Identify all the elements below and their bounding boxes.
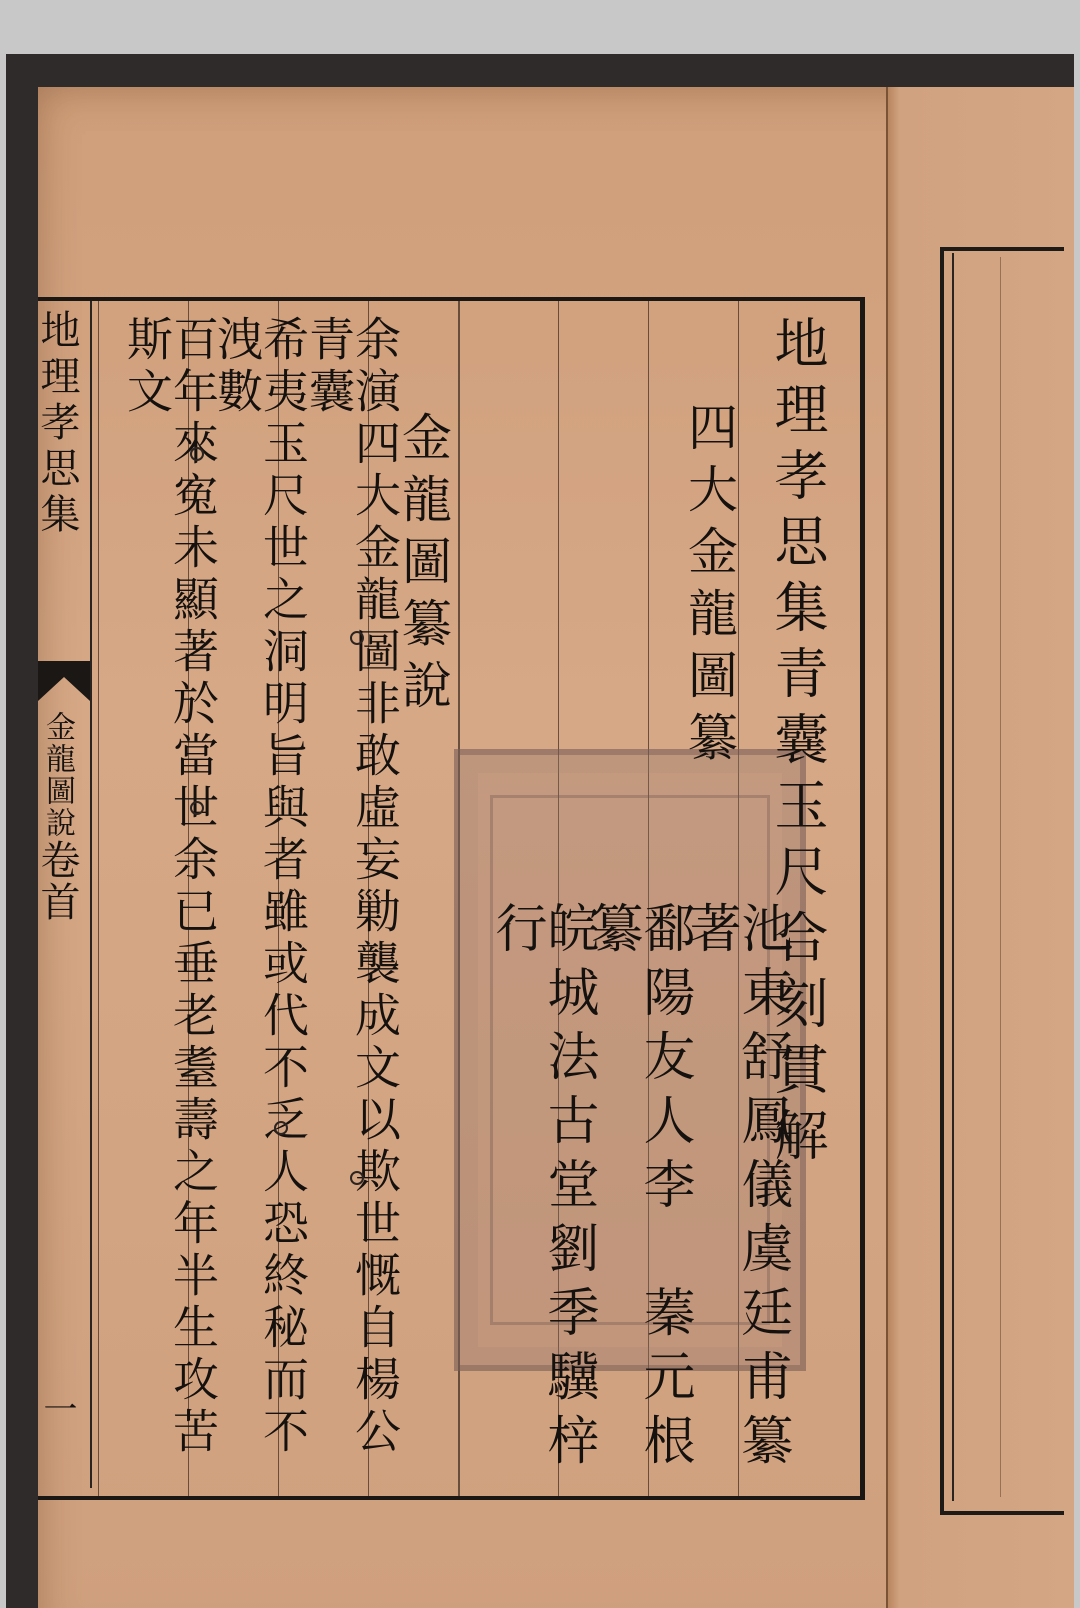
section-heading: 金龍圖纂說 (394, 411, 452, 721)
next-leaf-rule (1000, 257, 1001, 1497)
title-column: 地理孝思集青囊玉尺合刻貫解 (766, 315, 829, 1173)
body-column-3: 百年來寃未顯著於當世余已垂老耋壽之年半生攻苦斯文 (120, 315, 220, 1459)
credit-line-3: 皖城法古堂劉季驥梓行 (486, 901, 598, 1477)
punctuation-circle (190, 447, 204, 461)
punctuation-circle (274, 1121, 288, 1135)
scan-viewport (6, 54, 1074, 1608)
punctuation-circle (350, 1171, 364, 1185)
banxin-section-tail: 卷首 (34, 839, 80, 923)
body-column-2: 希夷玉尺世之洞明旨與者雖或代不乏人恐終秘而不洩數 (210, 315, 310, 1459)
credit-line-1: 池東舒鳳儀虞廷甫纂著 (680, 901, 792, 1477)
punctuation-circle (190, 801, 204, 815)
banxin-title: 地理孝思集 (34, 309, 80, 539)
folio-number: 一 (37, 1391, 77, 1425)
next-leaf-rule (952, 253, 954, 1501)
next-leaf-frame (940, 247, 1064, 1515)
banxin-strip (34, 301, 92, 1488)
body-column-1: 余演四大金龍圖非敢虛妄勦襲成文以欺世慨自楊公青囊 (302, 315, 402, 1459)
book-page (34, 87, 1074, 1608)
chapter-column: 四大金龍圖纂 (680, 401, 738, 773)
credit-line-2: 鄱陽友人李 蓁元根纂 (582, 901, 694, 1477)
banxin-section-label: 金龍圖說 (40, 711, 75, 839)
print-frame (34, 297, 865, 1500)
next-leaf (886, 87, 1074, 1608)
punctuation-circle (350, 631, 364, 645)
fishtail-mark (38, 661, 90, 701)
banxin-section (34, 711, 86, 923)
column-rule (98, 301, 99, 1496)
